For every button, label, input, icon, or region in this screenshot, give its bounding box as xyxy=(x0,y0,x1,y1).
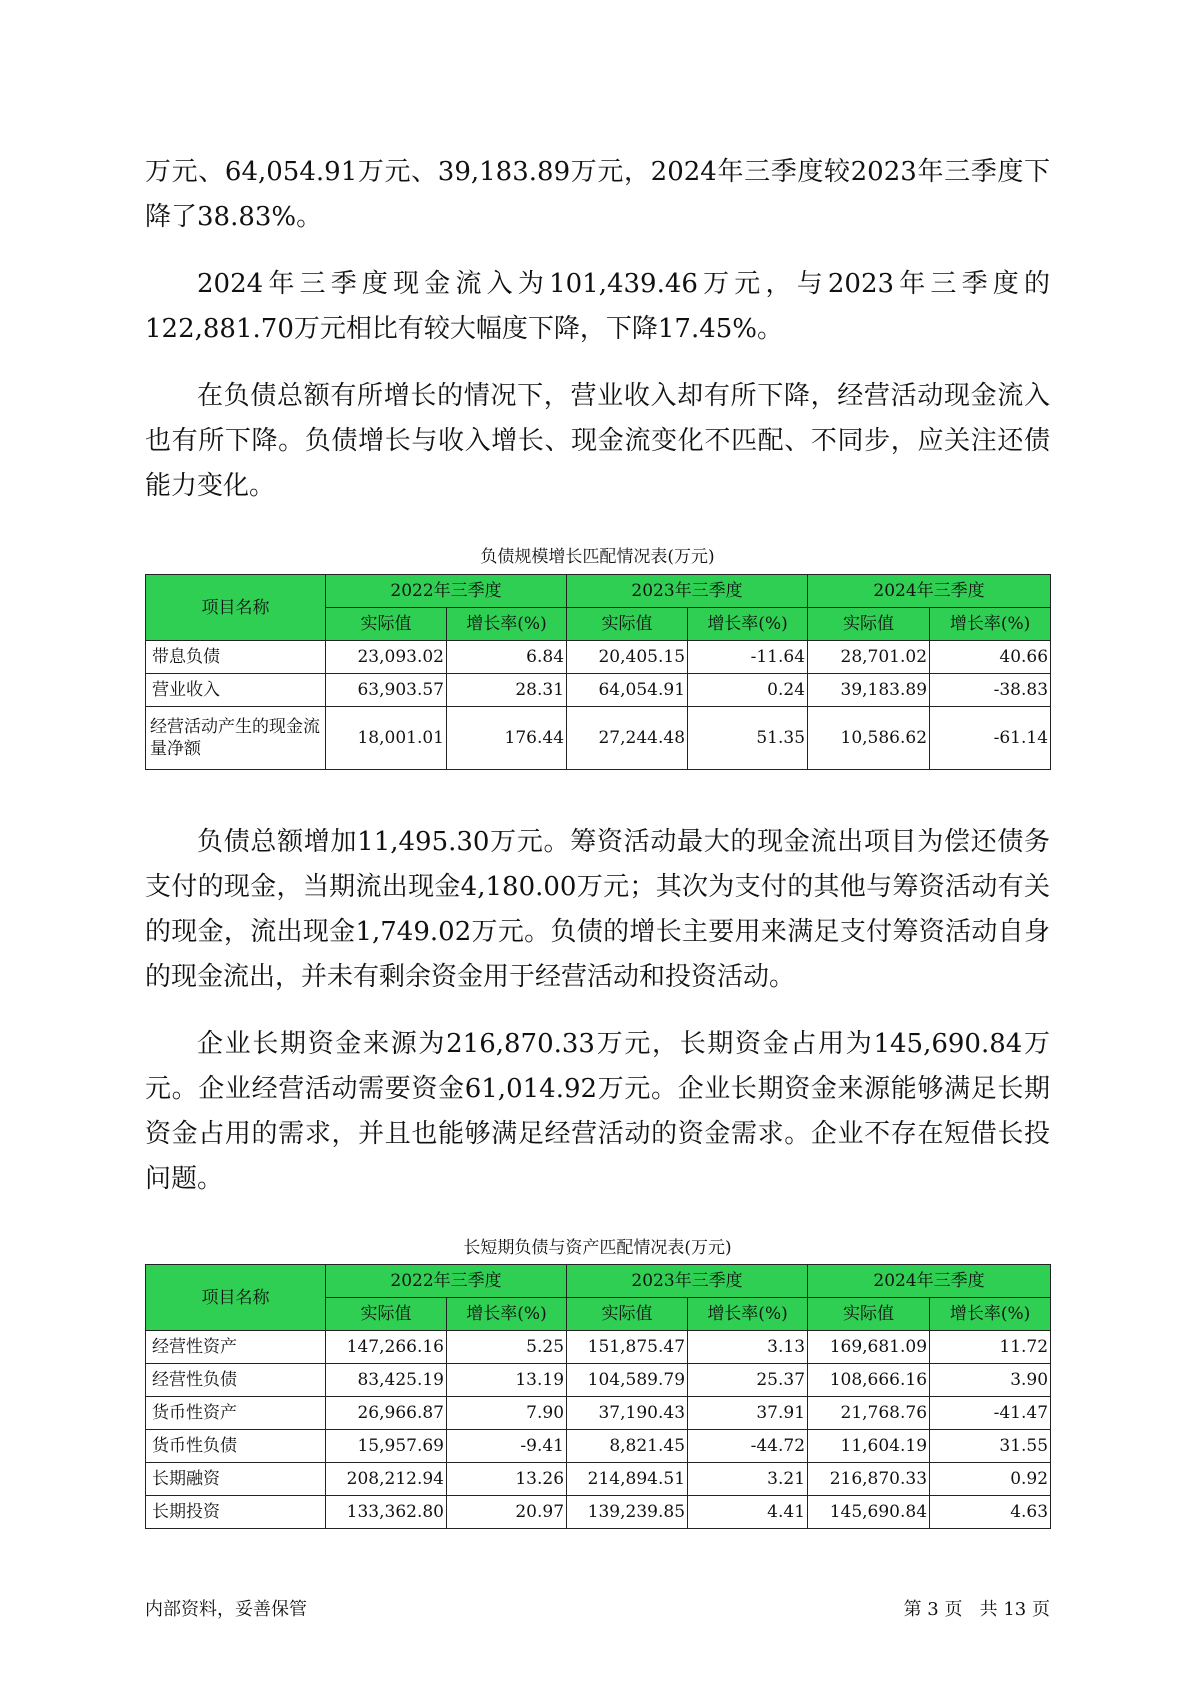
table1-header-actual: 实际值 xyxy=(567,608,688,641)
cell-value: 15,957.69 xyxy=(326,1430,447,1463)
cell-value: -11.64 xyxy=(688,641,808,674)
row-label: 经营性负债 xyxy=(146,1364,326,1397)
table-row xyxy=(146,1397,1051,1430)
row-label: 长期融资 xyxy=(146,1463,326,1496)
table2-header-period-2023: 2023年三季度 xyxy=(567,1265,808,1298)
cell-value: 7.90 xyxy=(447,1397,567,1430)
cell-value: 64,054.91 xyxy=(567,674,688,707)
cell-value: -61.14 xyxy=(930,707,1051,770)
cell-value: 108,666.16 xyxy=(808,1364,930,1397)
cell-value: 133,362.80 xyxy=(326,1496,447,1529)
cell-value: 11.72 xyxy=(930,1331,1051,1364)
cell-value: 145,690.84 xyxy=(808,1496,930,1529)
debt-growth-table xyxy=(145,574,1051,770)
cell-value: 26,966.87 xyxy=(326,1397,447,1430)
table1-header-item: 项目名称 xyxy=(146,575,326,641)
page-number: 第 3 页 共 13 页 xyxy=(903,1599,1050,1620)
cell-value: 3.13 xyxy=(688,1331,808,1364)
row-label: 营业收入 xyxy=(146,674,326,707)
paragraph-5: 企业长期资金来源为216,870.33万元，长期资金占用为145,690.84万元。企业经营活动需要资金61,014.92万元。企业长期资金来源能够满足长期资金占用的需求，并且也能够满足经营活动的资金需求。企业不存在短借长投问题。 xyxy=(145,1029,1050,1194)
row-label: 经营性资产 xyxy=(146,1331,326,1364)
table1-header-period-2023: 2023年三季度 xyxy=(567,575,808,608)
cell-value: 20,405.15 xyxy=(567,641,688,674)
asset-liability-table xyxy=(145,1264,1051,1529)
cell-value: 39,183.89 xyxy=(808,674,930,707)
cell-value: 28.31 xyxy=(447,674,567,707)
cell-value: 37,190.43 xyxy=(567,1397,688,1430)
table-row xyxy=(146,1496,1051,1529)
cell-value: 0.92 xyxy=(930,1463,1051,1496)
cell-value: 3.21 xyxy=(688,1463,808,1496)
cell-value: 21,768.76 xyxy=(808,1397,930,1430)
cell-value: 4.63 xyxy=(930,1496,1051,1529)
cell-value: -41.47 xyxy=(930,1397,1051,1430)
table-row xyxy=(146,1364,1051,1397)
row-label: 货币性资产 xyxy=(146,1397,326,1430)
row-label: 带息负债 xyxy=(146,641,326,674)
cell-value: 3.90 xyxy=(930,1364,1051,1397)
row-label: 长期投资 xyxy=(146,1496,326,1529)
cell-value: 63,903.57 xyxy=(326,674,447,707)
table2-header-period-2022: 2022年三季度 xyxy=(326,1265,567,1298)
table1-header-period-2022: 2022年三季度 xyxy=(326,575,567,608)
cell-value: 83,425.19 xyxy=(326,1364,447,1397)
cell-value: 147,266.16 xyxy=(326,1331,447,1364)
cell-value: 6.84 xyxy=(447,641,567,674)
cell-value: 8,821.45 xyxy=(567,1430,688,1463)
table2-header-actual: 实际值 xyxy=(326,1298,447,1331)
table1-header-period-2024: 2024年三季度 xyxy=(808,575,1051,608)
table-row xyxy=(146,1430,1051,1463)
cell-value: 11,604.19 xyxy=(808,1430,930,1463)
cell-value: 13.26 xyxy=(447,1463,567,1496)
cell-value: 18,001.01 xyxy=(326,707,447,770)
cell-value: 169,681.09 xyxy=(808,1331,930,1364)
cell-value: 151,875.47 xyxy=(567,1331,688,1364)
table2-header-period-2024: 2024年三季度 xyxy=(808,1265,1051,1298)
row-label: 货币性负债 xyxy=(146,1430,326,1463)
table1-header-growth: 增长率(%) xyxy=(447,608,567,641)
table2-header-growth: 增长率(%) xyxy=(930,1298,1051,1331)
cell-value: 51.35 xyxy=(688,707,808,770)
cell-value: 10,586.62 xyxy=(808,707,930,770)
cell-value: 20.97 xyxy=(447,1496,567,1529)
cell-value: 37.91 xyxy=(688,1397,808,1430)
table1-caption: 负债规模增长匹配情况表(万元) xyxy=(480,547,715,567)
paragraph-4: 负债总额增加11,495.30万元。筹资活动最大的现金流出项目为偿还债务支付的现金，当期流出现金4,180.00万元；其次为支付的其他与筹资活动有关的现金，流出现金1,749.02万元。负债的增长主要用来满足支付筹资活动自身的现金流出，并未有剩余资金用于经营活动和投资活动。 xyxy=(145,827,1050,992)
cell-value: 23,093.02 xyxy=(326,641,447,674)
table1-header-actual: 实际值 xyxy=(808,608,930,641)
table2-header-item: 项目名称 xyxy=(146,1265,326,1331)
table1-header-growth: 增长率(%) xyxy=(930,608,1051,641)
table-row xyxy=(146,1331,1051,1364)
cell-value: -44.72 xyxy=(688,1430,808,1463)
cell-value: 0.24 xyxy=(688,674,808,707)
cell-value: 27,244.48 xyxy=(567,707,688,770)
cell-value: 4.41 xyxy=(688,1496,808,1529)
table-row xyxy=(146,707,1051,770)
cell-value: 139,239.85 xyxy=(567,1496,688,1529)
cell-value: 216,870.33 xyxy=(808,1463,930,1496)
footer-note: 内部资料，妥善保管 xyxy=(145,1599,307,1620)
table-row xyxy=(146,1463,1051,1496)
cell-value: 5.25 xyxy=(447,1331,567,1364)
table2-header-actual: 实际值 xyxy=(567,1298,688,1331)
cell-value: 40.66 xyxy=(930,641,1051,674)
paragraph-3: 在负债总额有所增长的情况下，营业收入却有所下降，经营活动现金流入也有所下降。负债增长与收入增长、现金流变化不匹配、不同步，应关注还债能力变化。 xyxy=(145,381,1050,501)
cell-value: -38.83 xyxy=(930,674,1051,707)
table1-header-actual: 实际值 xyxy=(326,608,447,641)
paragraph-2: 2024年三季度现金流入为101,439.46万元，与2023年三季度的122,881.70万元相比有较大幅度下降，下降17.45%。 xyxy=(145,269,1050,344)
row-label: 经营活动产生的现金流量净额 xyxy=(146,707,326,770)
cell-value: 28,701.02 xyxy=(808,641,930,674)
paragraph-1: 万元、64,054.91万元、39,183.89万元，2024年三季度较2023年三季度下降了38.83%。 xyxy=(145,157,1050,232)
cell-value: 104,589.79 xyxy=(567,1364,688,1397)
table1-header-growth: 增长率(%) xyxy=(688,608,808,641)
table-row xyxy=(146,641,1051,674)
cell-value: 208,212.94 xyxy=(326,1463,447,1496)
table2-header-actual: 实际值 xyxy=(808,1298,930,1331)
table-row xyxy=(146,674,1051,707)
table2-header-growth: 增长率(%) xyxy=(688,1298,808,1331)
cell-value: 25.37 xyxy=(688,1364,808,1397)
cell-value: 31.55 xyxy=(930,1430,1051,1463)
table2-header-growth: 增长率(%) xyxy=(447,1298,567,1331)
cell-value: -9.41 xyxy=(447,1430,567,1463)
cell-value: 176.44 xyxy=(447,707,567,770)
cell-value: 214,894.51 xyxy=(567,1463,688,1496)
cell-value: 13.19 xyxy=(447,1364,567,1397)
table2-caption: 长短期负债与资产匹配情况表(万元) xyxy=(463,1238,732,1258)
